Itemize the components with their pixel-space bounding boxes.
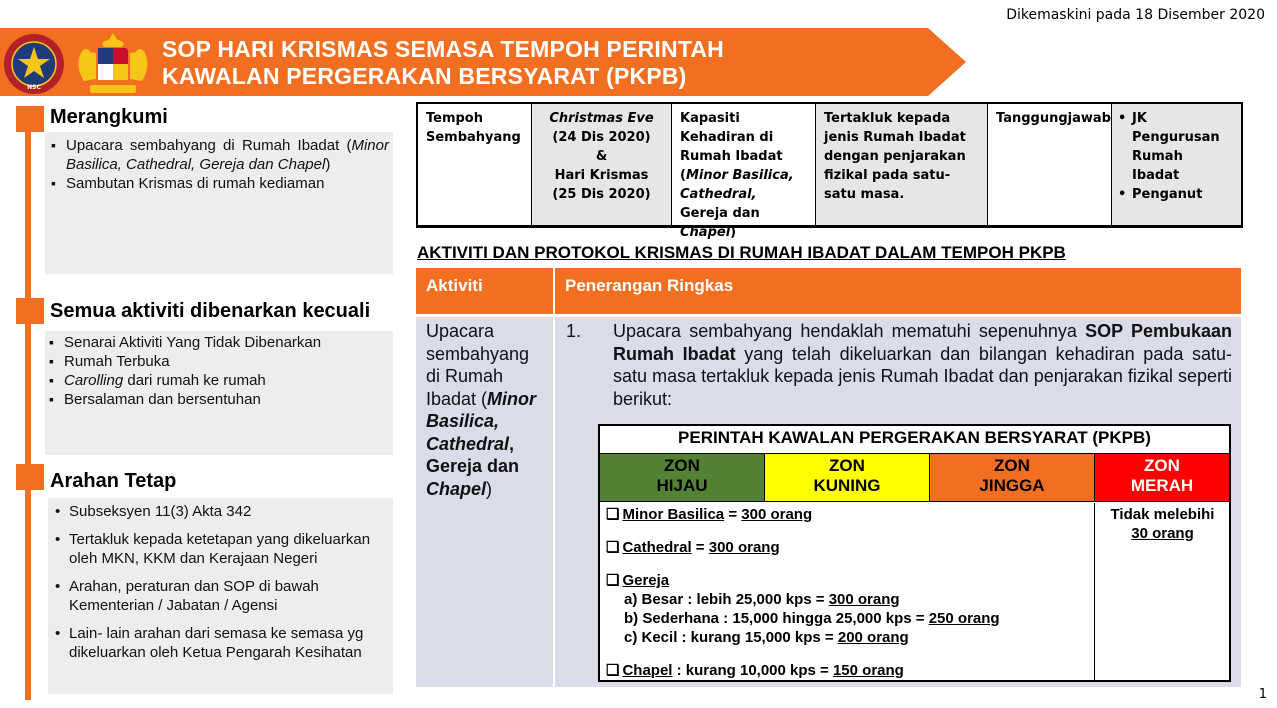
capacity-list <box>600 503 1095 680</box>
allowed-item: ▪ Carolling dari rumah ke rumah <box>46 371 389 390</box>
point-text: Upacara sembahyang hendaklah mematuhi sepenuhnya SOP Pembukaan Rumah Ibadat yang telah dikeluarkan dan bilangan kehadiran pada satu-satu masa tertakluk kepada jenis Rumah Ibadat dan penjarakan fizikal seperti berikut: <box>613 321 1232 409</box>
standing-orders-box <box>48 498 393 694</box>
info-cell-subject-to: Tertakluk kepada jenis Rumah Ibadat dengan penjarakan fizikal pada satu-satu masa. <box>816 104 988 225</box>
standing-order-item: • Lain- lain arahan dari semasa ke semasa yg dikeluarkan oleh Ketua Pengarah Kesihatan <box>51 624 389 662</box>
section-marker <box>16 464 44 490</box>
timeline-line <box>25 110 31 700</box>
info-cell-dates: Christmas Eve (24 Dis 2020) & Hari Krismas (25 Dis 2020) <box>532 104 672 225</box>
summary-item: ▪ Upacara sembahyang di Rumah Ibadat (Minor Basilica, Cathedral, Gereja dan Chapel) <box>48 136 389 174</box>
activities-heading: AKTIVITI DAN PROTOKOL KRISMAS DI RUMAH IBADAT DALAM TEMPOH PKPB <box>417 243 1066 262</box>
red-zone-capacity: Tidak melebihi 30 orang <box>1110 506 1215 542</box>
zone-orange: ZON JINGGA <box>930 454 1095 502</box>
standing-order-item: • Tertakluk kepada ketetapan yang dikeluarkan oleh MKN, KKM dan Kerajaan Negeri <box>51 530 389 568</box>
capacity-cathedral: ❏ Cathedral = 300 orang <box>606 539 780 556</box>
responsible-party: • Penganut <box>1116 185 1233 204</box>
nsc-logo-text: NSC <box>27 84 41 91</box>
info-cell-responsible-parties <box>1112 104 1241 225</box>
responsible-party: • JK Pengurusan Rumah Ibadat <box>1116 109 1233 185</box>
activity-cell: Upacara sembahyang di Rumah Ibadat (Minor Basilica, Cathedral, Gereja dan Chapel) <box>416 317 553 687</box>
capacity-chapel: ❏ Chapel : kurang 10,000 kps = 150 orang <box>606 662 904 679</box>
church-small: c) Kecil : kurang 15,000 kps = 200 orang <box>624 629 909 646</box>
allowed-item: ▪ Rumah Terbuka <box>46 352 389 371</box>
info-cell-capacity: Kapasiti Kehadiran di Rumah Ibadat (Minor Basilica, Cathedral, Gereja dan Chapel) <box>672 104 816 225</box>
capacity-minor-basilica: ❏ Minor Basilica = 300 orang <box>606 506 813 523</box>
summary-title: Merangkumi <box>50 106 168 128</box>
allowed-item: ▪ Bersalaman dan bersentuhan <box>46 390 389 409</box>
pkpb-table-title: PERINTAH KAWALAN PERGERAKAN BERSYARAT (PKPB) <box>600 426 1229 454</box>
zone-green: ZON HIJAU <box>600 454 765 502</box>
title-line-1: SOP HARI KRISMAS SEMASA TEMPOH PERINTAH <box>162 36 724 62</box>
standing-orders-list <box>51 502 389 662</box>
allowed-box <box>45 331 393 455</box>
info-cell-responsibility-label: Tanggungjawab <box>988 104 1112 225</box>
allowed-list <box>46 333 389 409</box>
standing-order-item: • Subseksyen 11(3) Akta 342 <box>51 502 389 521</box>
activity-column-header: Aktiviti <box>416 268 553 314</box>
point-number: 1. <box>566 321 582 341</box>
page-title <box>162 36 724 90</box>
section-marker <box>16 298 44 324</box>
page-number: 1 <box>1258 687 1267 702</box>
section-marker <box>16 106 44 132</box>
summary-item: ▪ Sambutan Krismas di rumah kediaman <box>48 174 389 193</box>
church-medium: b) Sederhana : 15,000 hingga 25,000 kps = 250 orang <box>624 610 1000 627</box>
info-table <box>416 102 1243 240</box>
summary-list <box>48 136 389 193</box>
info-cell-period-label: Tempoh Sembahyang <box>418 104 532 225</box>
allowed-item: ▪ Senarai Aktiviti Yang Tidak Dibenarkan <box>46 333 389 352</box>
standing-order-item: • Arahan, peraturan dan SOP di bawah Kementerian / Jabatan / Agensi <box>51 577 389 615</box>
capacity-church: ❏ Gereja a) Besar : lebih 25,000 kps = 300 orang b) Sederhana : 15,000 hingga 25,000 kps = 250 orang c) Kecil : kurang 15,000 kps = 200 orang <box>606 571 1094 647</box>
zone-yellow: ZON KUNING <box>765 454 930 502</box>
description-point <box>566 320 1232 410</box>
allowed-title: Semua aktiviti dibenarkan kecuali <box>50 300 371 322</box>
description-column-header: Penerangan Ringkas <box>555 268 1241 314</box>
last-updated-note: Dikemaskini pada 18 Disember 2020 <box>1006 7 1265 23</box>
title-line-2: KAWALAN PERGERAKAN BERSYARAT (PKPB) <box>162 63 687 89</box>
church-large: a) Besar : lebih 25,000 kps = 300 orang <box>624 591 900 608</box>
zone-red: ZON MERAH <box>1095 454 1229 502</box>
nsc-logo <box>3 33 65 95</box>
standing-orders-title: Arahan Tetap <box>50 470 177 492</box>
malaysia-coat-of-arms-logo <box>72 31 154 97</box>
summary-box <box>45 132 393 274</box>
pkpb-capacity-table <box>598 424 1231 682</box>
